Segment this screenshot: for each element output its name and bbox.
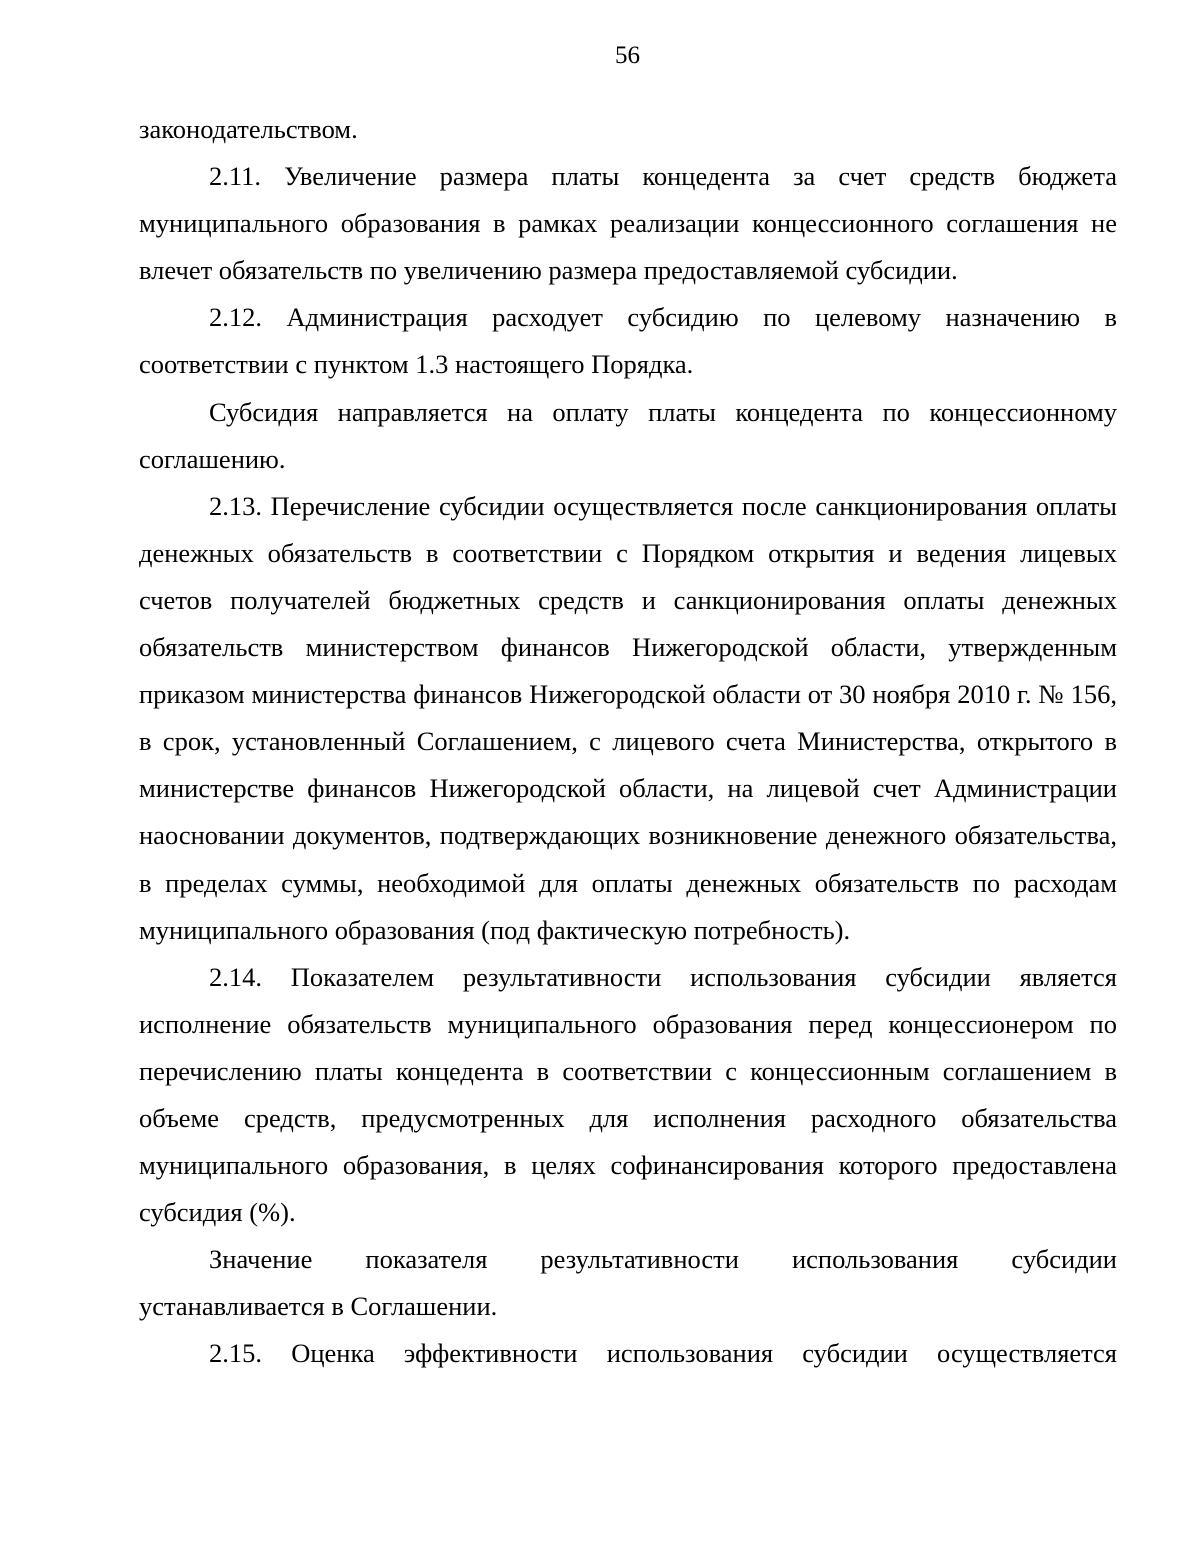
paragraph-2-14: 2.14. Показателем результативности использования субсидии является исполнение обязательств муниципального образования перед концессионером по перечислению платы концедента в соответствии с концессионным соглашением в объеме средств, предусмотренных для исполнения расходного обязательства муниципального образования, в целях софинансирования которого предоставлена субсидия (%). (139, 961, 1117, 1228)
paragraph-indicator-value: Значение показателя результативности использования субсидии устанавливается в Соглашении. (139, 1244, 1117, 1322)
paragraph-2-13: 2.13. Перечисление субсидии осуществляется после санкционирования оплаты денежных обязательств в соответствии с Порядком открытия и ведения лицевых счетов получателей бюджетных средств и санкционирования оплаты денежных обязательств министерством финансов Нижегородской области, утвержденным приказом министерства финансов Нижегородской области от 30 ноября 2010 г. № 156, в срок, установленный Соглашением, с лицевого счета Министерства, открытого в министерстве финансов Нижегородской области, на лицевой счет Администрации наосновании документов, подтверждающих возникновение денежного обязательства, в пределах суммы, необходимой для оплаты денежных обязательств по расходам муниципального образования (под фактическую потребность). (139, 490, 1117, 945)
document-body (139, 106, 1117, 1378)
page-number: 56 (615, 42, 640, 69)
paragraph-2-12: 2.12. Администрация расходует субсидию по целевому назначению в соответствии с пунктом 1.3 настоящего Порядка. (139, 302, 1117, 380)
paragraph-2-15: 2.15. Оценка эффективности использования субсидии осуществляется (209, 1338, 1117, 1369)
paragraph-continuation: законодательством. (139, 114, 358, 144)
paragraph-2-11: 2.11. Увеличение размера платы концедента за счет средств бюджета муниципального образования в рамках реализации концессионного соглашения не влечет обязательств по увеличению размера предоставляемой субсидии. (139, 161, 1117, 286)
paragraph-subsidy-direction: Субсидия направляется на оплату платы концедента по концессионному соглашению. (139, 396, 1117, 474)
